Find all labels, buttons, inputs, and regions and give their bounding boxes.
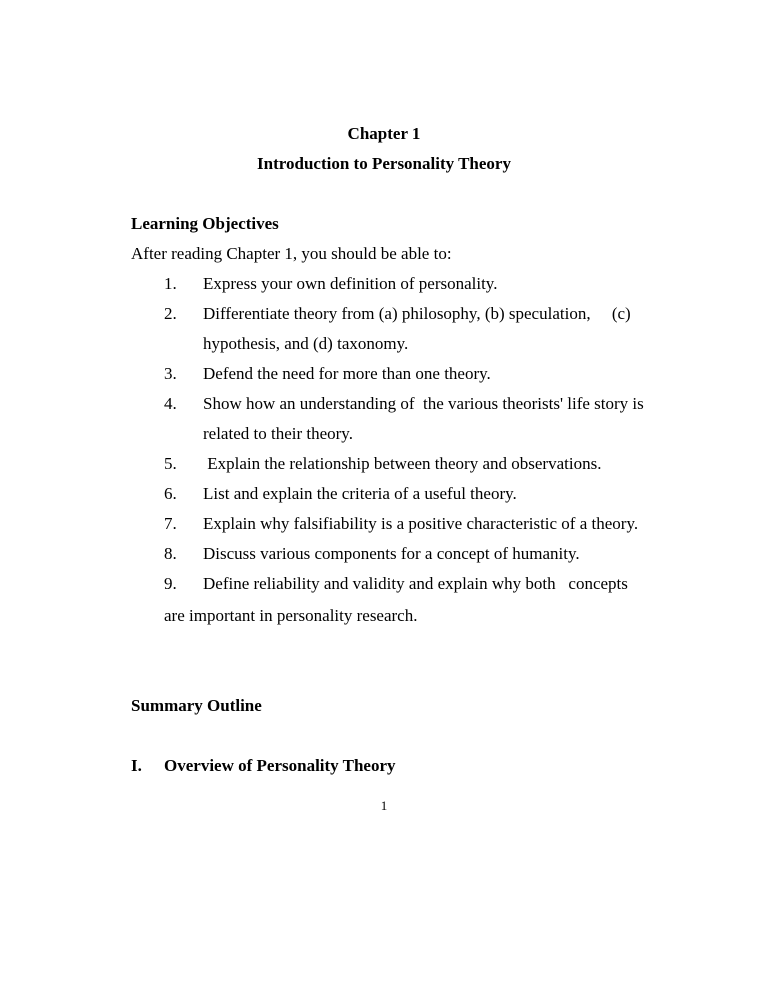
objective-number: 4. <box>164 394 177 413</box>
objective-text: Explain why falsifiability is a positive characteristic of a theory. <box>203 514 639 533</box>
section-number: I. <box>131 756 142 775</box>
objective-text: Defend the need for more than one theory. <box>203 364 491 383</box>
objective-number: 2. <box>164 304 177 323</box>
section-title: Overview of Personality Theory <box>164 756 396 775</box>
objective-text: Show how an understanding of the various theorists' life story is <box>203 394 644 413</box>
objective-number: 7. <box>164 514 177 533</box>
objective-text: Define reliability and validity and explain why both concepts <box>203 574 628 593</box>
chapter-title: Introduction to Personality Theory <box>257 154 511 173</box>
objective-text: hypothesis, and (d) taxonomy. <box>203 334 409 353</box>
chapter-label: Chapter 1 <box>347 124 421 143</box>
objective-number: 6. <box>164 484 177 503</box>
objectives-intro: After reading Chapter 1, you should be able to: <box>131 244 452 263</box>
objective-number: 1. <box>164 274 177 293</box>
objective-text: Discuss various components for a concept of humanity. <box>203 544 580 563</box>
objective-text: List and explain the criteria of a useful theory. <box>203 484 517 503</box>
objective-text: Differentiate theory from (a) philosophy, (b) speculation, (c) <box>203 304 631 323</box>
objective-9-continuation: are important in personality research. <box>164 606 418 625</box>
page-number: 1 <box>380 798 388 813</box>
objective-number: 3. <box>164 364 177 383</box>
objective-text: Explain the relationship between theory and observations. <box>203 454 602 473</box>
objective-number: 9. <box>164 574 177 593</box>
summary-outline-heading: Summary Outline <box>131 696 262 715</box>
objective-text: related to their theory. <box>203 424 353 443</box>
objective-number: 8. <box>164 544 177 563</box>
objective-text: Express your own definition of personality. <box>203 274 498 293</box>
learning-objectives-heading: Learning Objectives <box>131 214 279 233</box>
objective-number: 5. <box>164 454 177 473</box>
